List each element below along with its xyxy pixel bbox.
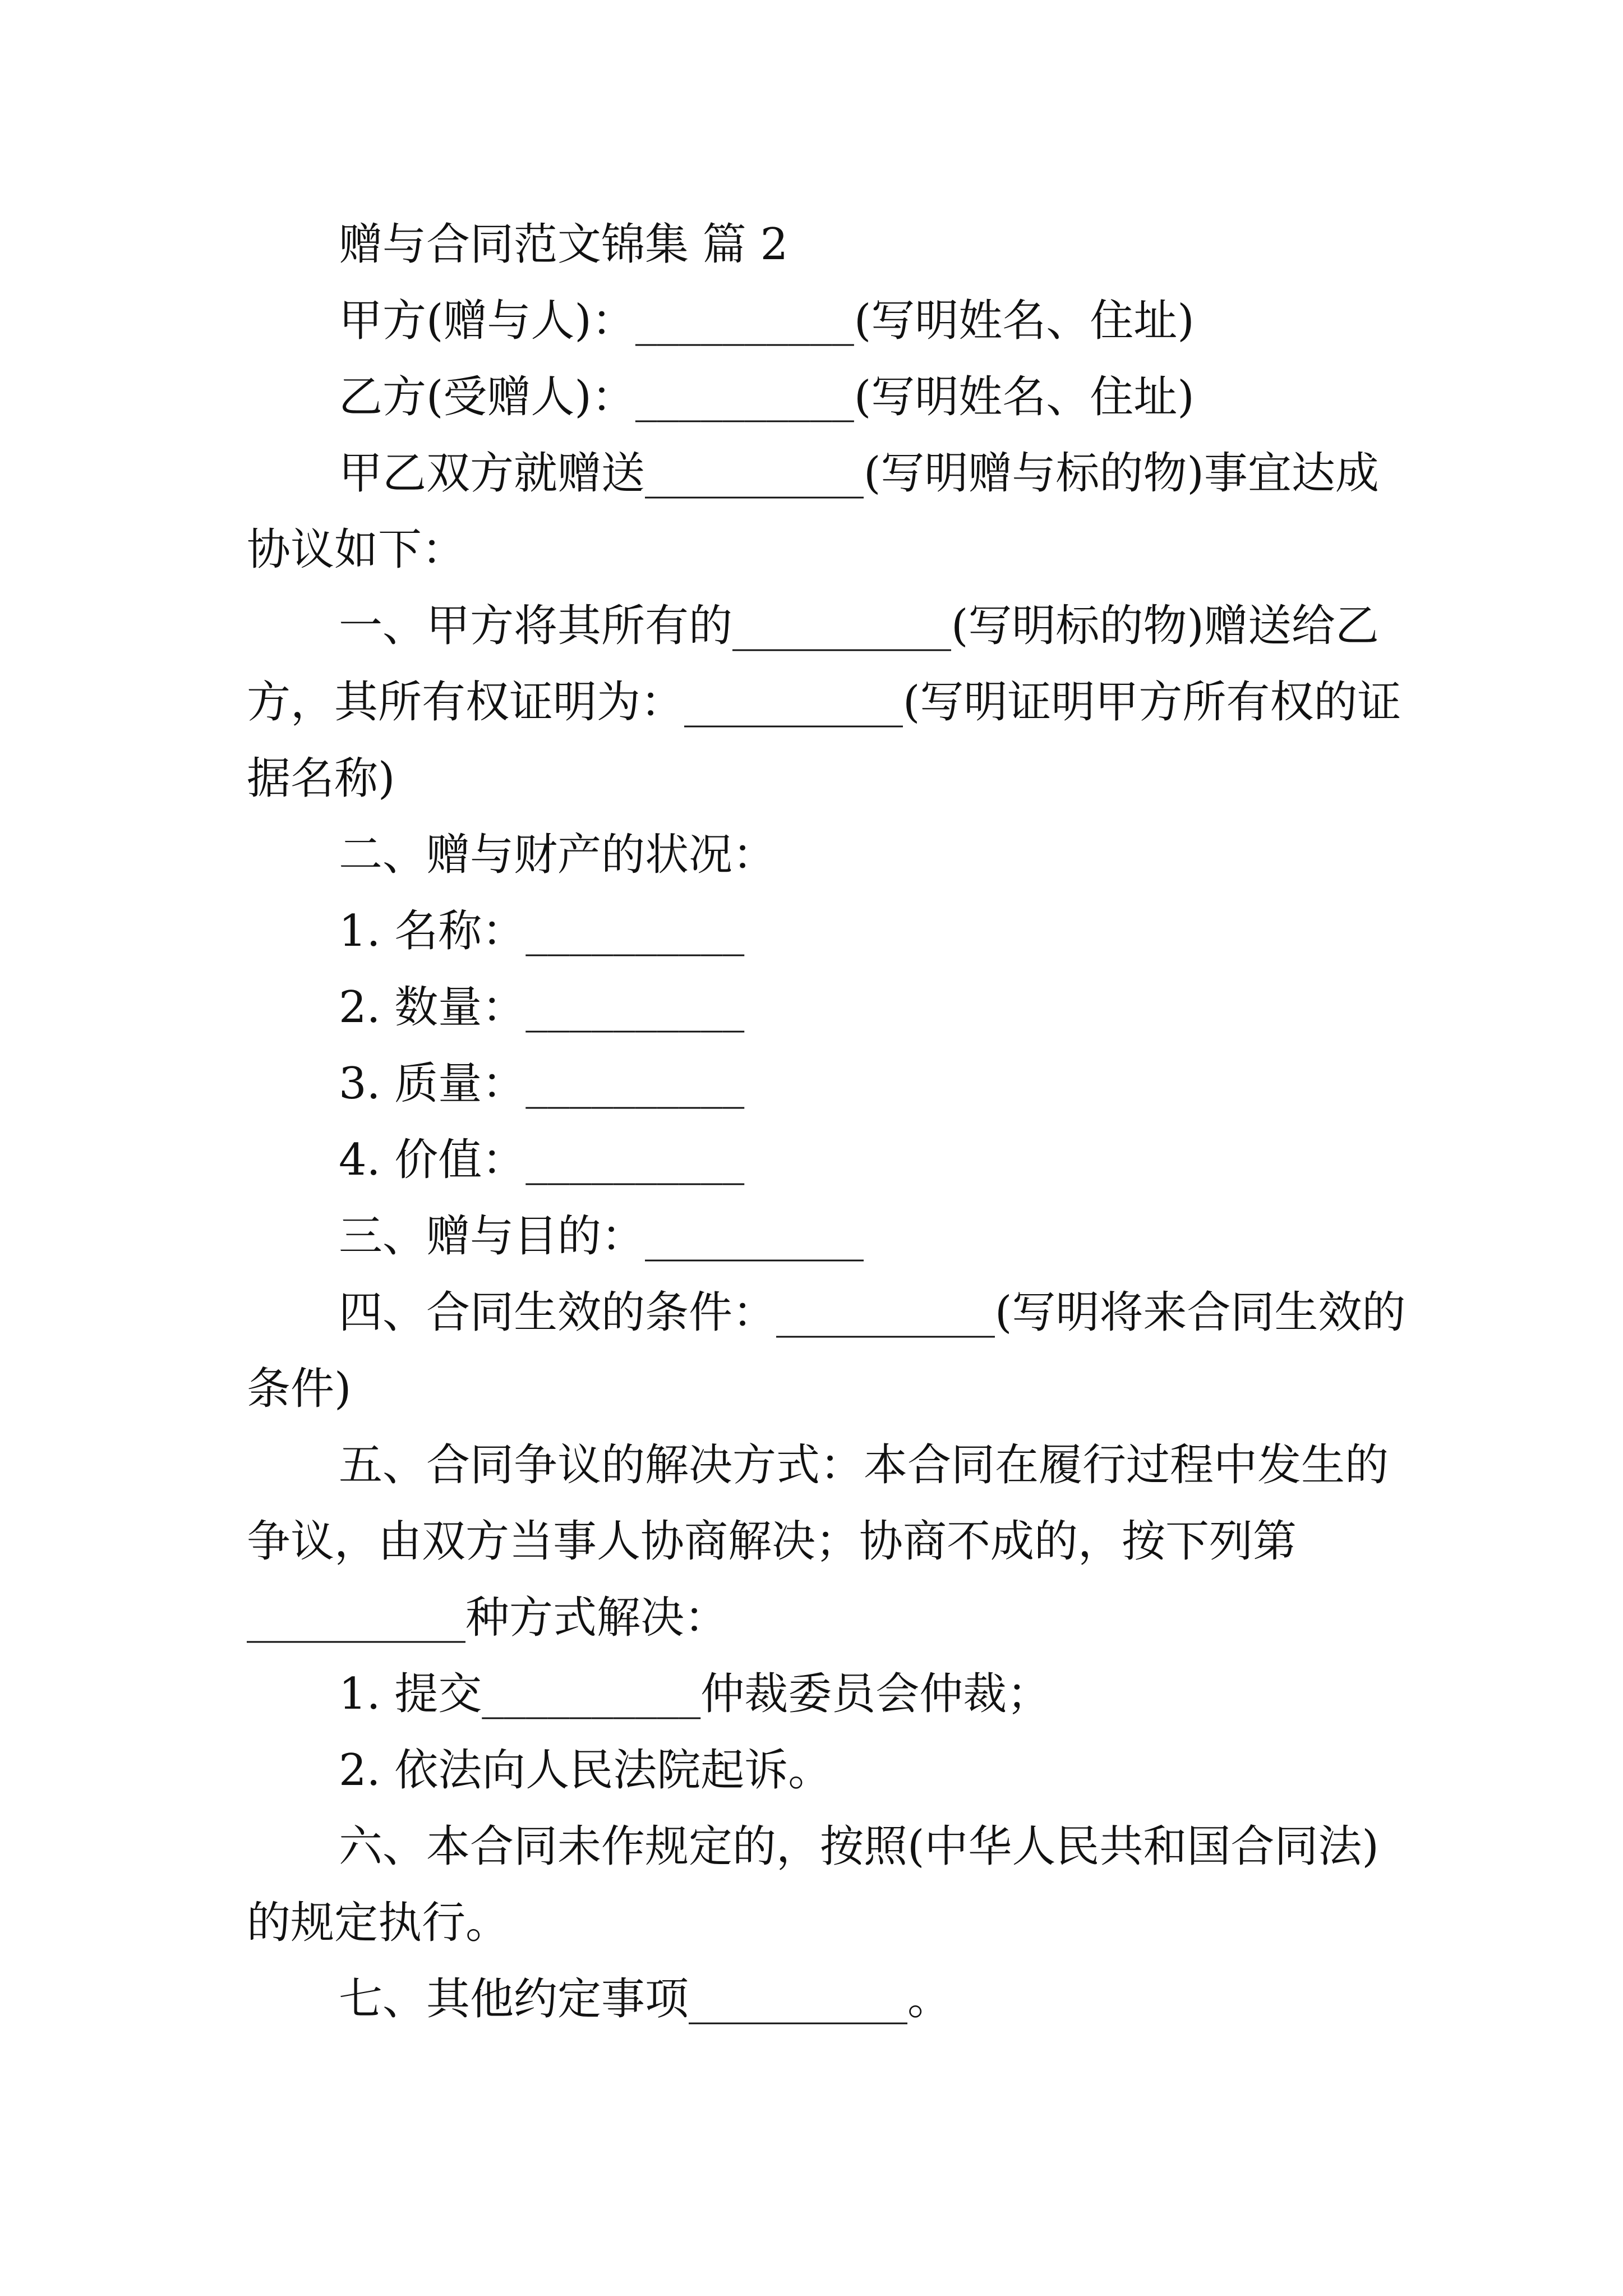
clause-5-line: __________种方式解决： <box>247 1593 728 1643</box>
clause-2-line: 二、赠与财产的状况： <box>339 830 777 880</box>
paragraph-line: 协议如下： <box>247 524 466 575</box>
clause-5-line: 五、合同争议的解决方式：本合同在履行过程中发生的 <box>339 1440 1389 1490</box>
list-item: 2. 依法向人民法院起诉。 <box>339 1745 832 1796</box>
clause-7-line: 七、其他约定事项__________。 <box>339 1974 952 2024</box>
clause-1-line: 一、甲方将其所有的__________(写明标的物)赠送给乙 <box>339 601 1379 651</box>
list-item: 2. 数量：__________ <box>339 982 745 1033</box>
paragraph-line: 甲乙双方就赠送__________(写明赠与标的物)事宜达成 <box>339 448 1379 499</box>
party-b-line: 乙方(受赠人)：__________(写明姓名、住址) <box>339 372 1195 422</box>
document-title: 赠与合同范文锦集 篇 2 <box>339 219 789 270</box>
clause-4-line: 四、合同生效的条件：__________(写明将来合同生效的 <box>339 1287 1406 1338</box>
clause-6-line: 六、本合同未作规定的，按照(中华人民共和国合同法) <box>339 1821 1379 1872</box>
clause-1-line: 据名称) <box>247 753 395 804</box>
party-a-line: 甲方(赠与人)：__________(写明姓名、住址) <box>339 296 1195 346</box>
clause-5-line: 争议，由双方当事人协商解决；协商不成的，按下列第 <box>247 1516 1297 1567</box>
list-item: 3. 质量：__________ <box>339 1059 745 1109</box>
list-item: 1. 提交__________仲裁委员会仲裁； <box>339 1669 1051 1719</box>
clause-1-line: 方，其所有权证明为：__________(写明证明甲方所有权的证 <box>247 677 1401 728</box>
clause-6-line: 的规定执行。 <box>247 1898 510 1948</box>
clause-3-line: 三、赠与目的：__________ <box>339 1211 864 1262</box>
list-item: 4. 价值：__________ <box>339 1135 745 1185</box>
list-item: 1. 名称：__________ <box>339 906 745 956</box>
clause-4-line: 条件) <box>247 1364 352 1414</box>
